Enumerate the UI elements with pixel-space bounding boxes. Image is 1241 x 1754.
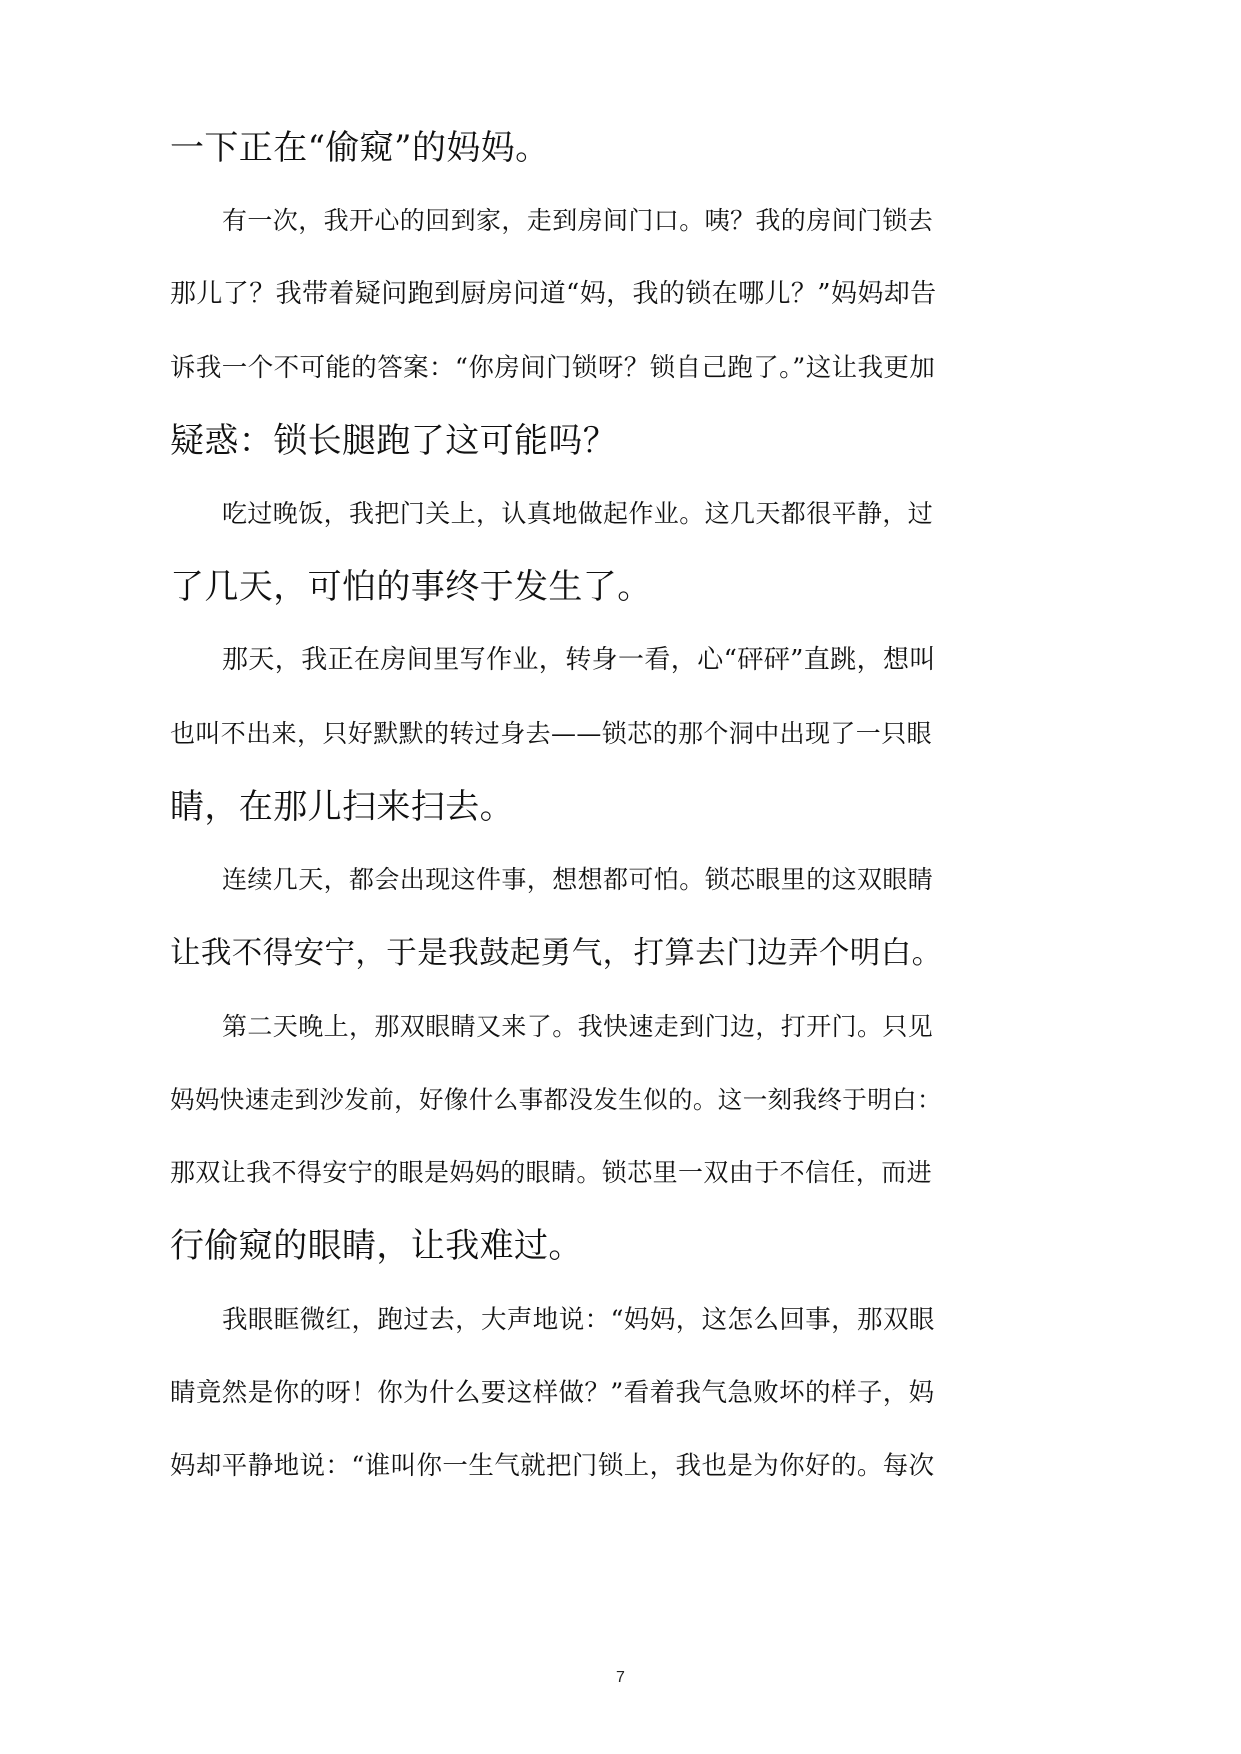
text-line: 吃过晚饭，我把门关上，认真地做起作业。这几天都很平静，过 (222, 499, 934, 528)
text-line: 疑惑：锁长腿跑了这可能吗？ (170, 421, 618, 461)
text-line: 行偷窥的眼睛，让我难过。 (170, 1226, 583, 1266)
text-line: 让我不得安宁，于是我鼓起勇气，打算去门边弄个明白。 (170, 936, 943, 971)
text-line: 那天，我正在房间里写作业，转身一看，心“砰砰”直跳，想叫 (222, 645, 936, 675)
text-line: 了几天，可怕的事终于发生了。 (170, 567, 652, 607)
text-line: 一下正在“偷窥”的妈妈。 (170, 128, 550, 168)
text-line: 第二天晚上，那双眼睛又来了。我快速走到门边，打开门。只见 (222, 1012, 934, 1041)
text-line: 睛竟然是你的呀！你为什么要这样做？”看着我气急败坏的样子，妈 (170, 1378, 935, 1408)
text-line: 那双让我不得安宁的眼是妈妈的眼睛。锁芯里一双由于不信任，而进 (170, 1158, 933, 1187)
page-number: 7 (616, 1669, 625, 1686)
text-line: 妈妈快速走到沙发前，好像什么事都没发生似的。这一刻我终于明白： (170, 1085, 942, 1114)
text-line: 睛，在那儿扫来扫去。 (170, 787, 514, 827)
text-line: 我眼眶微红，跑过去，大声地说：“妈妈，这怎么回事，那双眼 (222, 1305, 935, 1335)
text-line: 也叫不出来，只好默默的转过身去——锁芯的那个洞中出现了一只眼 (170, 719, 933, 748)
text-line: 连续几天，都会出现这件事，想想都可怕。锁芯眼里的这双眼睛 (222, 865, 934, 894)
text-line: 那儿了？我带着疑问跑到厨房问道“妈，我的锁在哪儿？”妈妈却告 (170, 279, 937, 309)
text-line: 诉我一个不可能的答案：“你房间门锁呀？锁自己跑了。”这让我更加 (170, 353, 936, 383)
text-line: 妈却平静地说：“谁叫你一生气就把门锁上，我也是为你好的。每次 (170, 1451, 935, 1481)
text-line: 有一次，我开心的回到家，走到房间门口。咦？我的房间门锁去 (222, 206, 934, 235)
